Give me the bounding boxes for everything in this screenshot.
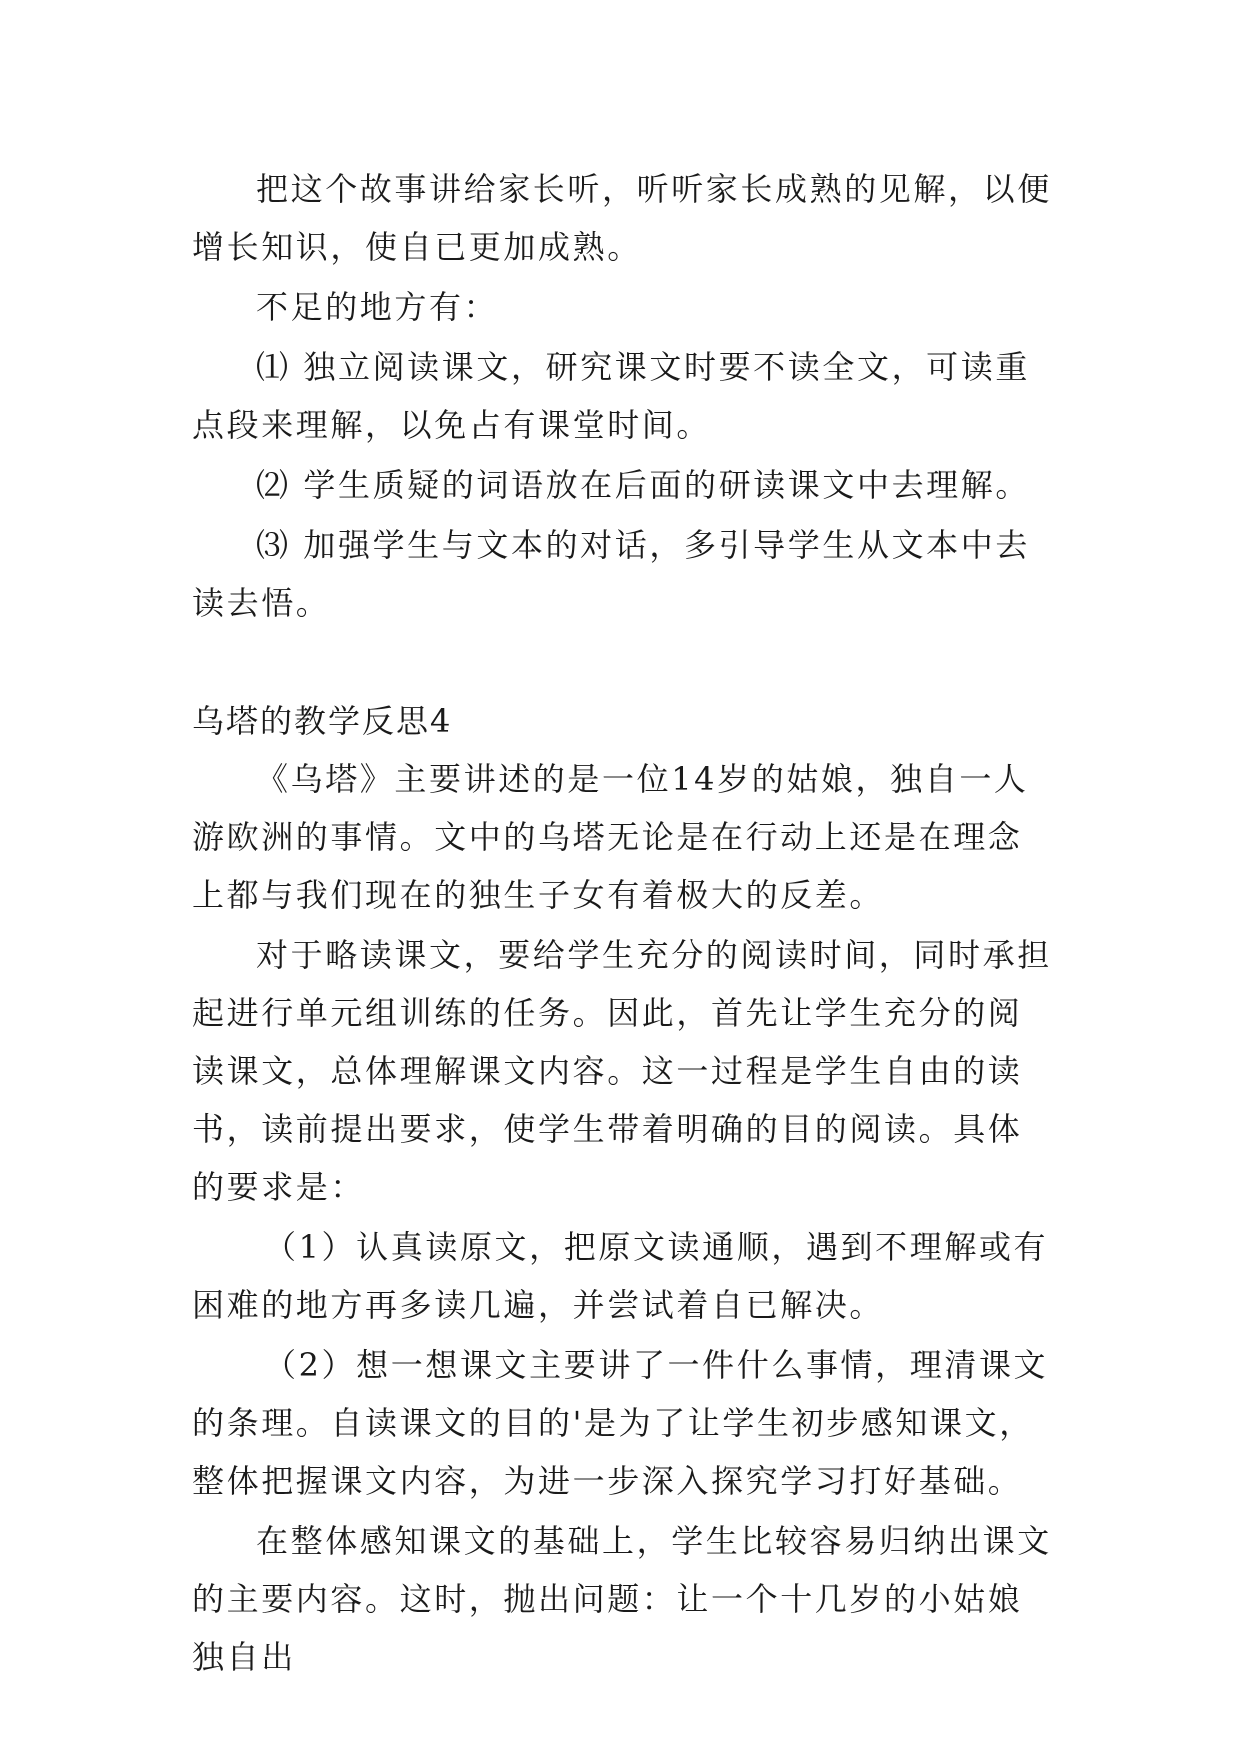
list-item-5: （2）想一想课文主要讲了一件什么事情，理清课文的条理。自读课文的目的'是为了让学生初步感知课文，整体把握课文内容，为进一步深入探究学习打好基础。 (192, 1346, 1049, 1500)
paragraph-3: 《乌塔》主要讲述的是一位14岁的姑娘，独自一人游欧洲的事情。文中的乌塔无论是在行动上还是在理念上都与我们现在的独生子女有着极大的反差。 (192, 760, 1029, 914)
list-item-2: ⑵ 学生质疑的词语放在后面的研读课文中去理解。 (256, 466, 1030, 504)
paragraph-5: 在整体感知课文的基础上，学生比较容易归纳出课文的主要内容。这时，抛出问题：让一个十几岁的小姑娘独自出 (192, 1522, 1052, 1676)
list-item-1: ⑴ 独立阅读课文，研究课文时要不读全文，可读重点段来理解，以免占有课堂时间。 (192, 348, 1030, 444)
paragraph-4: 对于略读课文，要给学生充分的阅读时间，同时承担起进行单元组训练的任务。因此，首先让学生充分的阅读课文，总体理解课文内容。这一过程是学生自由的读书，读前提出要求，使学生带着明确的目的阅读。具体的要求是： (192, 936, 1052, 1206)
list-item-4: （1）认真读原文，把原文读通顺，遇到不理解或有困难的地方再多读几遍，并尝试着自已解决。 (192, 1228, 1049, 1324)
paragraph-1: 把这个故事讲给家长听，听听家长成熟的见解，以便增长知识，使自已更加成熟。 (192, 170, 1052, 266)
section-title: 乌塔的教学反思4 (192, 702, 453, 740)
paragraph-2: 不足的地方有： (256, 288, 499, 326)
document-body (192, 160, 1052, 1686)
list-item-3: ⑶ 加强学生与文本的对话，多引导学生从文本中去读去悟。 (192, 526, 1030, 622)
